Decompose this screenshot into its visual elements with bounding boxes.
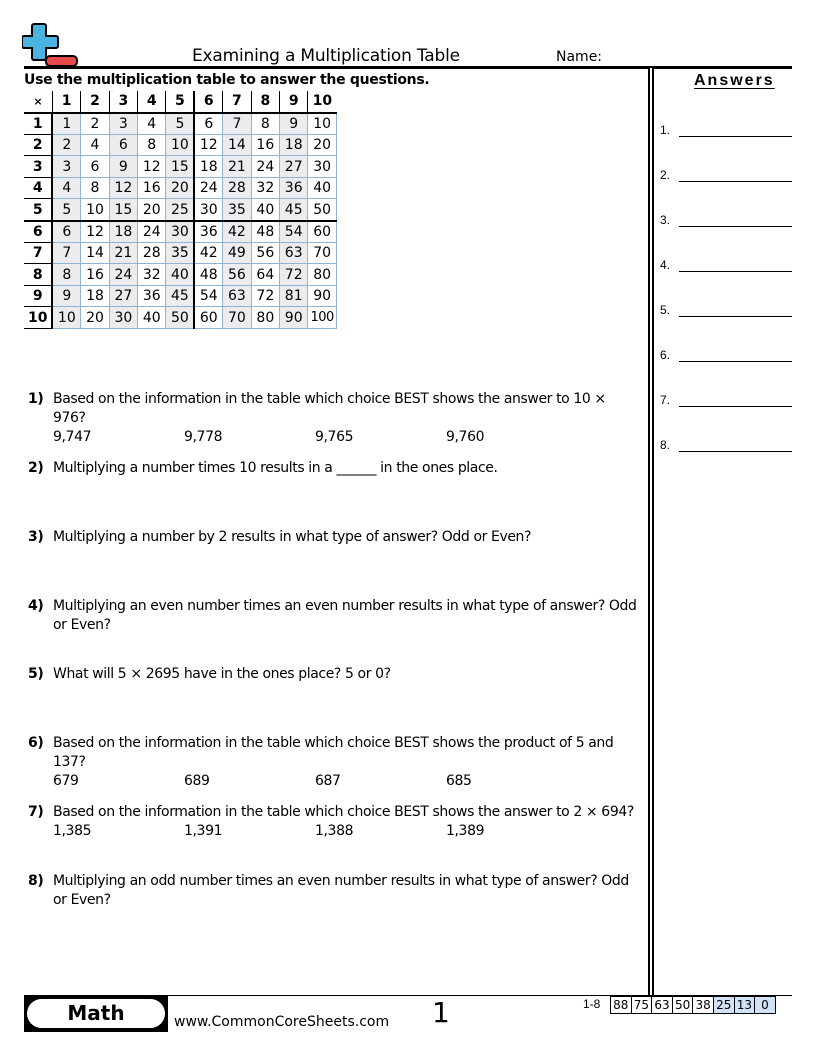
answer-slot-6 <box>660 348 792 368</box>
question-number: 4) <box>28 598 44 614</box>
table-row <box>24 113 336 135</box>
table-cell: 63 <box>280 242 308 264</box>
page-number: 1 <box>432 996 450 1029</box>
table-row <box>24 177 336 199</box>
answer-slot-8 <box>660 438 792 458</box>
table-cell: 72 <box>280 264 308 286</box>
worksheet-title: Examining a Multiplication Table <box>192 46 460 66</box>
table-cell: 42 <box>223 221 251 243</box>
answer-label: 7. <box>660 393 671 407</box>
plus-minus-logo-icon <box>22 22 78 68</box>
score-cell: 13 <box>734 997 755 1014</box>
table-cell: 20 <box>166 177 194 199</box>
answer-blank[interactable] <box>679 451 792 452</box>
table-row <box>24 199 336 221</box>
table-cell: 6 <box>52 221 80 243</box>
answers-heading: Answers <box>694 72 775 89</box>
table-cell: 30 <box>194 199 222 221</box>
table-cell: 16 <box>138 177 166 199</box>
answer-choices <box>53 428 638 447</box>
table-cell: 4 <box>81 134 109 156</box>
answer-slot-1 <box>660 123 792 143</box>
table-cell: 90 <box>308 285 336 307</box>
question-4 <box>28 597 638 635</box>
choice: 9,747 <box>53 429 92 445</box>
answer-blank[interactable] <box>679 226 792 227</box>
table-cell: 60 <box>308 221 336 243</box>
table-cell: 100 <box>308 307 336 329</box>
table-cell: 3 <box>52 156 80 178</box>
answer-slot-2 <box>660 168 792 188</box>
answer-blank[interactable] <box>679 361 792 362</box>
table-cell: 9 <box>280 113 308 135</box>
row-header: 3 <box>24 156 52 178</box>
answer-slot-3 <box>660 213 792 233</box>
answer-blank[interactable] <box>679 406 792 407</box>
table-row <box>24 242 336 264</box>
col-header: 9 <box>280 91 308 113</box>
score-cell: 63 <box>652 997 673 1014</box>
table-cell: 2 <box>52 134 80 156</box>
table-cell: 81 <box>280 285 308 307</box>
answer-blank[interactable] <box>679 181 792 182</box>
answer-label: 2. <box>660 168 671 182</box>
table-cell: 18 <box>194 156 222 178</box>
table-cell: 54 <box>280 221 308 243</box>
table-cell: 32 <box>138 264 166 286</box>
table-cell: 28 <box>223 177 251 199</box>
table-cell: 63 <box>223 285 251 307</box>
table-cell: 80 <box>308 264 336 286</box>
table-cell: 28 <box>138 242 166 264</box>
answer-slot-4 <box>660 258 792 278</box>
table-cell: 50 <box>166 307 194 329</box>
question-text: Multiplying a number by 2 results in what type of answer? Odd or Even? <box>53 529 532 545</box>
row-header: 5 <box>24 199 52 221</box>
table-cell: 8 <box>52 264 80 286</box>
table-cell: 54 <box>194 285 222 307</box>
answer-label: 5. <box>660 303 671 317</box>
table-cell: 35 <box>223 199 251 221</box>
name-label: Name: <box>556 49 603 65</box>
table-cell: 5 <box>166 113 194 135</box>
answer-blank[interactable] <box>679 271 792 272</box>
question-text: Multiplying a number times 10 results in a ______ in the ones place. <box>53 460 498 476</box>
table-cell: 50 <box>308 199 336 221</box>
col-header: 5 <box>166 91 194 113</box>
table-cell: 20 <box>308 134 336 156</box>
table-cell: 27 <box>109 285 137 307</box>
table-cell: 36 <box>138 285 166 307</box>
question-1 <box>28 390 638 447</box>
table-cell: 48 <box>251 221 279 243</box>
score-cell: 50 <box>672 997 693 1014</box>
table-cell: 24 <box>194 177 222 199</box>
table-cell: 24 <box>138 221 166 243</box>
table-cell: 24 <box>251 156 279 178</box>
table-cell: 1 <box>52 113 80 135</box>
table-cell: 12 <box>138 156 166 178</box>
table-cell: 80 <box>251 307 279 329</box>
question-text: Based on the information in the table which choice BEST shows the answer to 10 × 976? <box>53 391 606 426</box>
table-cell: 3 <box>109 113 137 135</box>
question-2 <box>28 459 638 478</box>
row-header: 10 <box>24 307 52 329</box>
answer-blank[interactable] <box>679 136 792 137</box>
table-cell: 12 <box>109 177 137 199</box>
answer-slot-5 <box>660 303 792 323</box>
table-cell: 8 <box>138 134 166 156</box>
row-header: 8 <box>24 264 52 286</box>
corner-times-symbol: × <box>24 91 52 113</box>
question-3 <box>28 528 638 547</box>
table-cell: 36 <box>280 177 308 199</box>
col-header: 7 <box>223 91 251 113</box>
column-divider <box>648 68 654 996</box>
question-5 <box>28 665 638 684</box>
row-header: 1 <box>24 113 52 135</box>
table-cell: 21 <box>223 156 251 178</box>
score-table <box>610 996 776 1014</box>
table-cell: 70 <box>308 242 336 264</box>
choice: 9,778 <box>184 429 223 445</box>
table-cell: 9 <box>109 156 137 178</box>
score-cell: 0 <box>755 997 776 1014</box>
answer-choices <box>53 772 638 791</box>
multiplication-table <box>24 91 337 329</box>
choice: 1,385 <box>53 823 92 839</box>
table-cell: 6 <box>81 156 109 178</box>
question-number: 3) <box>28 529 44 545</box>
question-number: 5) <box>28 666 44 682</box>
row-header: 9 <box>24 285 52 307</box>
table-cell: 35 <box>166 242 194 264</box>
question-7 <box>28 803 638 841</box>
table-cell: 7 <box>223 113 251 135</box>
header-divider <box>24 66 792 69</box>
table-cell: 8 <box>81 177 109 199</box>
table-cell: 60 <box>194 307 222 329</box>
table-cell: 40 <box>251 199 279 221</box>
question-8 <box>28 872 638 910</box>
table-cell: 16 <box>81 264 109 286</box>
row-header: 2 <box>24 134 52 156</box>
table-cell: 32 <box>251 177 279 199</box>
col-header: 3 <box>109 91 137 113</box>
question-number: 1) <box>28 391 44 407</box>
table-cell: 49 <box>223 242 251 264</box>
answer-label: 1. <box>660 123 671 137</box>
score-cell: 75 <box>631 997 652 1014</box>
table-cell: 16 <box>251 134 279 156</box>
answer-label: 4. <box>660 258 671 272</box>
choice: 689 <box>184 773 210 789</box>
table-cell: 21 <box>109 242 137 264</box>
table-cell: 45 <box>280 199 308 221</box>
table-cell: 5 <box>52 199 80 221</box>
choice: 9,760 <box>446 429 485 445</box>
table-cell: 7 <box>52 242 80 264</box>
table-cell: 10 <box>166 134 194 156</box>
table-cell: 18 <box>109 221 137 243</box>
table-cell: 40 <box>138 307 166 329</box>
table-cell: 6 <box>194 113 222 135</box>
score-cell: 38 <box>693 997 714 1014</box>
choice: 9,765 <box>315 429 354 445</box>
row-header: 7 <box>24 242 52 264</box>
table-cell: 24 <box>109 264 137 286</box>
choice: 1,388 <box>315 823 354 839</box>
score-range: 1-8 <box>583 997 601 1011</box>
row-header: 6 <box>24 221 52 243</box>
score-cell: 25 <box>713 997 734 1014</box>
choice: 1,389 <box>446 823 485 839</box>
question-text: Based on the information in the table which choice BEST shows the answer to 2 × 694? <box>53 804 634 820</box>
table-cell: 30 <box>109 307 137 329</box>
table-row <box>24 307 336 329</box>
question-text: Multiplying an odd number times an even number results in what type of answer? Odd or Even? <box>53 873 629 908</box>
table-row <box>24 264 336 286</box>
table-cell: 4 <box>52 177 80 199</box>
table-cell: 40 <box>166 264 194 286</box>
table-cell: 14 <box>81 242 109 264</box>
answer-slot-7 <box>660 393 792 413</box>
choice: 1,391 <box>184 823 223 839</box>
table-cell: 6 <box>109 134 137 156</box>
question-text: Based on the information in the table which choice BEST shows the product of 5 and 137? <box>53 735 614 770</box>
table-cell: 10 <box>81 199 109 221</box>
question-text: What will 5 × 2695 have in the ones place? 5 or 0? <box>53 666 391 682</box>
col-header: 6 <box>194 91 222 113</box>
table-row <box>24 134 336 156</box>
table-cell: 48 <box>194 264 222 286</box>
score-cell: 88 <box>611 997 632 1014</box>
answer-label: 8. <box>660 438 671 452</box>
table-cell: 2 <box>81 113 109 135</box>
table-row <box>24 285 336 307</box>
table-cell: 90 <box>280 307 308 329</box>
table-cell: 15 <box>166 156 194 178</box>
table-cell: 8 <box>251 113 279 135</box>
table-cell: 15 <box>109 199 137 221</box>
question-number: 7) <box>28 804 44 820</box>
col-header: 10 <box>308 91 336 113</box>
table-cell: 14 <box>223 134 251 156</box>
table-cell: 56 <box>223 264 251 286</box>
answer-blank[interactable] <box>679 316 792 317</box>
table-header-row <box>24 91 336 113</box>
subject-badge: Math <box>27 999 165 1028</box>
table-cell: 45 <box>166 285 194 307</box>
table-row <box>24 221 336 243</box>
question-6 <box>28 734 638 791</box>
table-cell: 12 <box>194 134 222 156</box>
col-header: 4 <box>138 91 166 113</box>
table-cell: 30 <box>308 156 336 178</box>
table-cell: 72 <box>251 285 279 307</box>
table-cell: 18 <box>280 134 308 156</box>
question-number: 6) <box>28 735 44 751</box>
answer-label: 3. <box>660 213 671 227</box>
choice: 687 <box>315 773 341 789</box>
site-url[interactable]: www.CommonCoreSheets.com <box>174 1014 390 1030</box>
table-cell: 36 <box>194 221 222 243</box>
question-text: Multiplying an even number times an even number results in what type of answer? Odd or Even? <box>53 598 637 633</box>
col-header: 1 <box>52 91 80 113</box>
question-number: 2) <box>28 460 44 476</box>
table-cell: 25 <box>166 199 194 221</box>
table-cell: 18 <box>81 285 109 307</box>
answer-choices <box>53 822 638 841</box>
table-cell: 10 <box>308 113 336 135</box>
answer-label: 6. <box>660 348 671 362</box>
table-cell: 27 <box>280 156 308 178</box>
row-header: 4 <box>24 177 52 199</box>
table-cell: 10 <box>52 307 80 329</box>
table-cell: 20 <box>81 307 109 329</box>
choice: 685 <box>446 773 472 789</box>
table-cell: 70 <box>223 307 251 329</box>
question-number: 8) <box>28 873 44 889</box>
col-header: 2 <box>81 91 109 113</box>
table-cell: 30 <box>166 221 194 243</box>
table-cell: 20 <box>138 199 166 221</box>
table-cell: 12 <box>81 221 109 243</box>
col-header: 8 <box>251 91 279 113</box>
table-cell: 4 <box>138 113 166 135</box>
table-cell: 40 <box>308 177 336 199</box>
table-cell: 42 <box>194 242 222 264</box>
table-cell: 9 <box>52 285 80 307</box>
table-cell: 56 <box>251 242 279 264</box>
instructions: Use the multiplication table to answer the questions. <box>24 72 430 88</box>
table-row <box>24 156 336 178</box>
choice: 679 <box>53 773 79 789</box>
table-cell: 64 <box>251 264 279 286</box>
